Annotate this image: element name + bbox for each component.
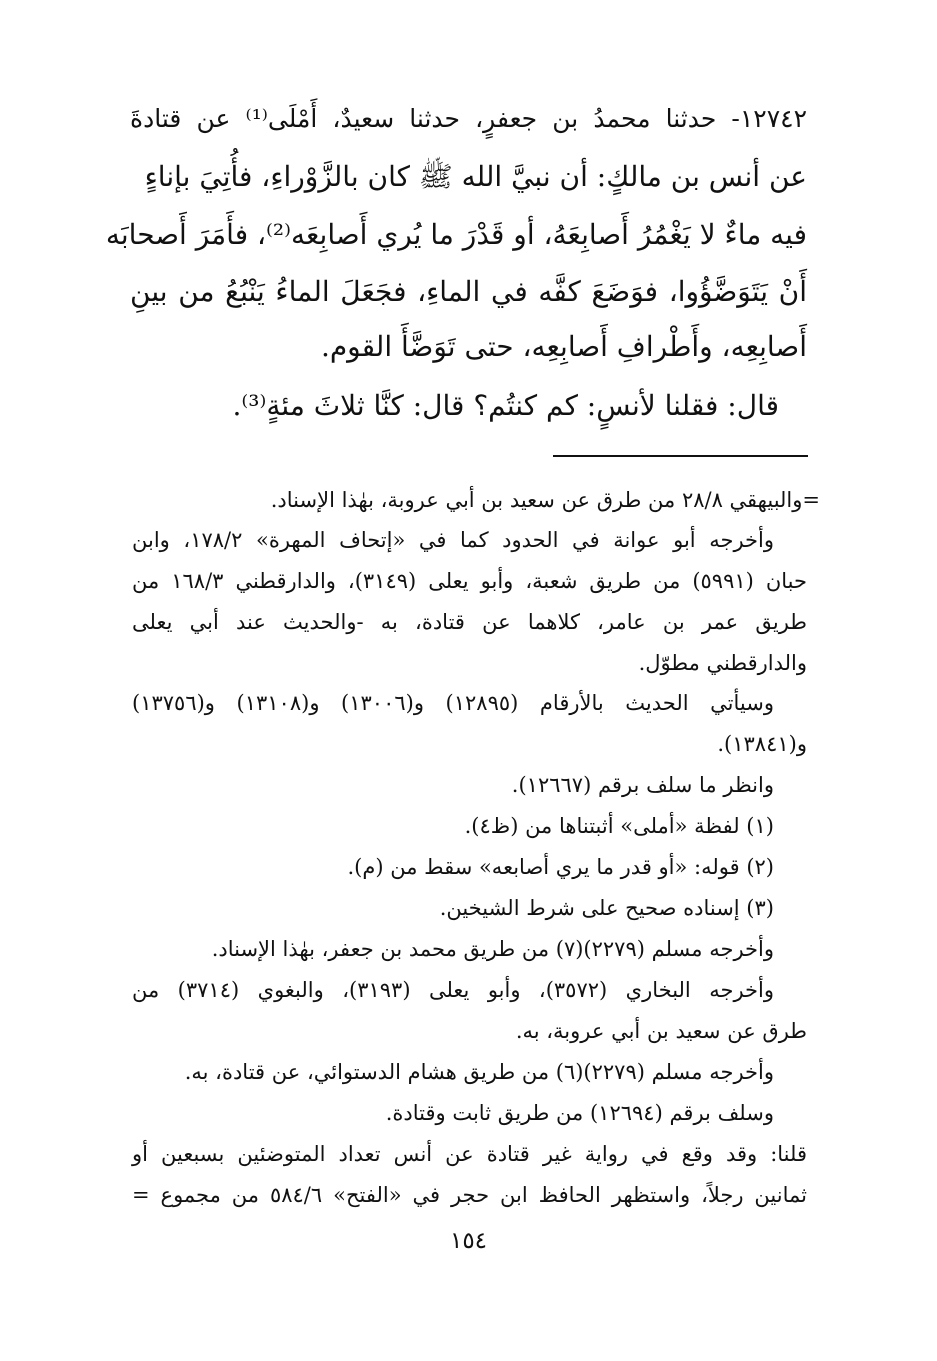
footnote-line: =والبيهقي ٢٨/٨ من طرق عن سعيد بن أبي عروبة، بهٰذا الإسناد. [270,488,820,512]
hadith-line: فيه ماءٌ لا يَغْمُرُ أَصابِعَهُ، أو قَدْرَ ما يُري أَصابِعَه⁽²⁾، فأَمَرَ أَصحابَه [105,218,807,251]
footnote-line: وأخرجه أبو عوانة في الحدود كما في «إتحاف المهرة» ١٧٨/٢، وابن [132,528,775,552]
footnote-line: وأخرجه مسلم (٢٢٧٩)(٦) من طريق هشام الدستوائي، عن قتادة، به. [184,1060,774,1084]
footnote-line: وانظر ما سلف برقم (١٢٦٦٧). [511,773,774,797]
footnote-line: (٢) قوله: «أو قدر ما يري أصابعه» سقط من (م). [347,855,774,879]
page-number: ١٥٤ [449,1228,488,1254]
footnote-line: طريق عمر بن عامر، كلاهما عن قتادة، به -والحديث عند أبي يعلى [132,610,807,634]
footnote-line: (٣) إسناده صحيح على شرط الشيخين. [439,896,774,920]
footnote-line: والدارقطني مطوّل. [638,651,807,675]
footnote-line: طرق عن سعيد بن أبي عروبة، به. [515,1019,807,1043]
hadith-line: عن أنس بن مالكٍ: أن نبيَّ الله ﷺ كان بالزَّوْراءِ، فأُتِيَ بإناءٍ [144,160,807,193]
footnote-line: وأخرجه مسلم (٢٢٧٩)(٧) من طريق محمد بن جعفر، بهٰذا الإسناد. [211,937,774,961]
footnote-line: قلنا: وقد وقع في رواية غير قتادة عن أنس تعداد المتوضئين بسبعين أو [132,1142,807,1166]
footnote-separator [553,455,808,457]
footnote-line: حبان (٥٩٩١) من طريق شعبة، وأبو يعلى (٣١٤٩)، والدارقطني ١٦٨/٣ من [132,569,807,593]
hadith-line: قال: فقلنا لأنسٍ: كم كنتُم؟ قال: كنَّا ثلاثَ مئةٍ⁽³⁾. [232,389,779,422]
hadith-line: أَنْ يَتَوَضَّؤُوا، فوَضَعَ كفَّه في الماءِ، فجَعَلَ الماءُ يَنْبُعُ من بينِ [130,275,807,308]
footnote-line: وسيأتي الحديث بالأرقام (١٢٨٩٥) و(١٣٠٠٦) و(١٣١٠٨) و(١٣٧٥٦) [132,691,774,715]
footnote-line: وأخرجه البخاري (٣٥٧٢)، وأبو يعلى (٣١٩٣)، والبغوي (٣٧١٤) من [132,978,774,1002]
hadith-line: أَصابِعِه، وأَطْرافِ أَصابِعِه، حتى تَوَضَّأَ القوم. [320,330,807,363]
footnote-line: (١) لفظة «أملى» أثبتناها من (ظ٤). [464,814,774,838]
footnote-line: و(١٣٨٤١). [717,732,807,756]
hadith-line: ١٢٧٤٢- حدثنا محمدُ بن جعفرٍ، حدثنا سعيدٌ، أَمْلَى⁽¹⁾ عن قتادةَ [130,104,808,133]
footnote-line: وسلف برقم (١٢٦٩٤) من طريق ثابت وقتادة. [385,1101,774,1125]
footnote-line: ثمانين رجلاً، واستظهر الحافظ ابن حجر في «الفتح» ٥٨٤/٦ من مجموع = [132,1183,807,1207]
